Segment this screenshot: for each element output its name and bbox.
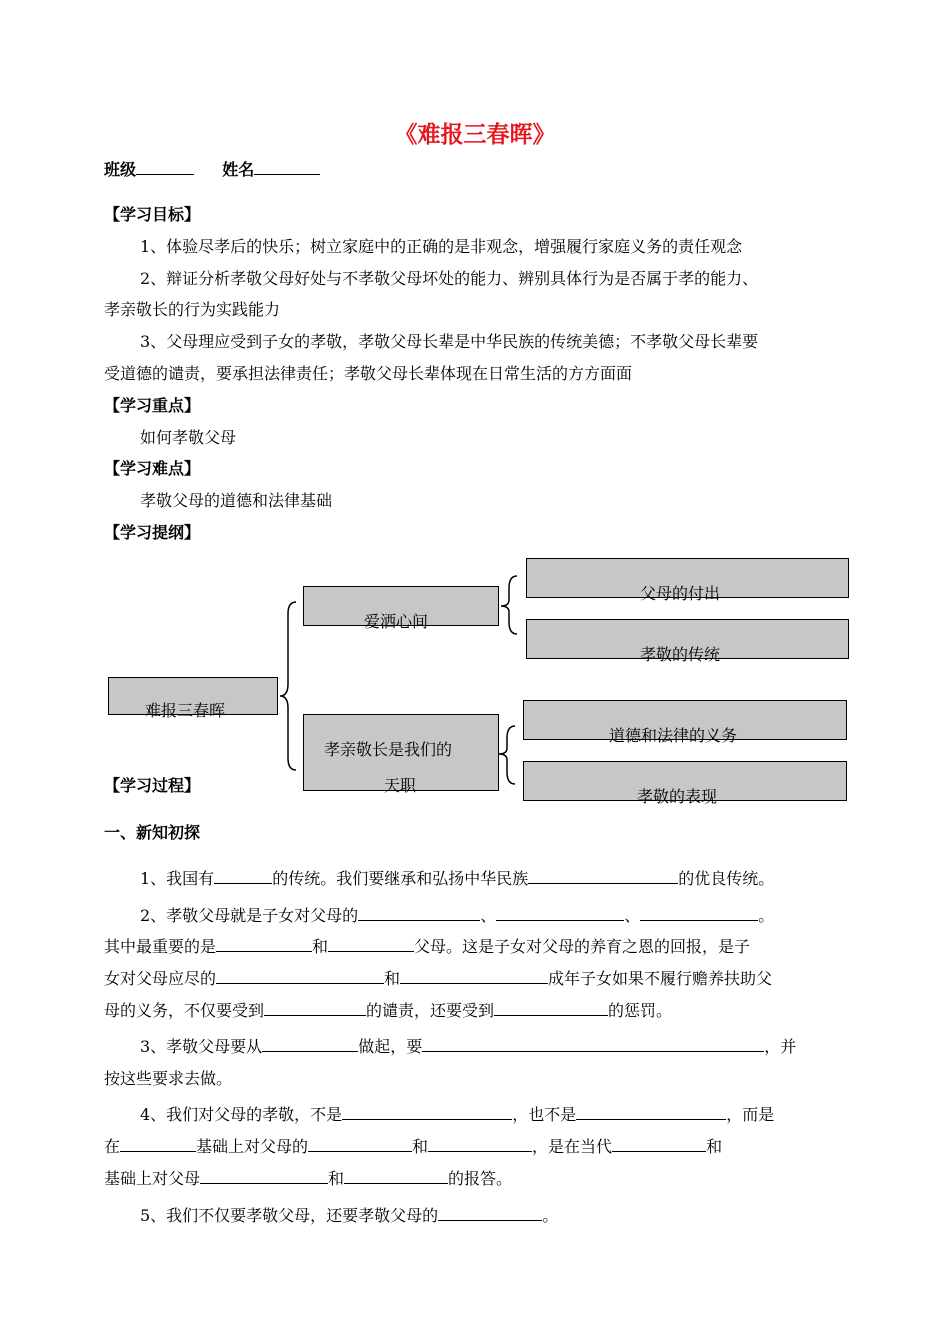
q4-text-f: 和: [412, 1137, 429, 1156]
question-3-line-1: [140, 1034, 796, 1057]
q4-text-g: ，是在当代: [532, 1137, 613, 1156]
q2-blank-1[interactable]: [358, 906, 480, 921]
outline-root-label: 难报三春晖: [145, 701, 226, 720]
outline-leaf-3-box: [523, 700, 847, 745]
q2-text-f: 和: [384, 969, 401, 988]
brace-branch-2: [499, 726, 515, 784]
q4-text-k: 的报答。: [448, 1169, 513, 1188]
q1-blank-1[interactable]: [214, 869, 272, 884]
key-point-text: 如何孝敬父母: [140, 428, 237, 447]
name-blank[interactable]: [254, 160, 320, 175]
q4-blank-6[interactable]: [612, 1137, 706, 1152]
q4-blank-5[interactable]: [428, 1137, 532, 1152]
q4-text-c: ，而是: [726, 1105, 775, 1124]
q2-blank-7[interactable]: [400, 969, 548, 984]
q2-text-h: 母的义务，不仅要受到: [104, 1001, 265, 1020]
q3-text-c: ，并: [764, 1037, 797, 1056]
q4-text-e: 基础上对父母的: [196, 1137, 309, 1156]
q2-text-c: 和: [312, 937, 329, 956]
objective-1: 1、体验尽孝后的快乐；树立家庭中的正确的是非观念，增强履行家庭义务的责任观念: [140, 237, 743, 256]
q2-text-b: 其中最重要的是: [104, 937, 217, 956]
class-name-line: [104, 157, 320, 180]
brace-branch-1: [501, 576, 517, 634]
q5-blank-1[interactable]: [438, 1206, 542, 1221]
q2-text-j: 的惩罚。: [608, 1001, 673, 1020]
name-label: 姓名: [222, 160, 255, 179]
q2-blank-6[interactable]: [216, 969, 384, 984]
question-4-line-3: [104, 1166, 512, 1189]
process-heading: 【学习过程】: [104, 776, 201, 795]
question-2-line-1: [140, 903, 774, 926]
question-2-line-2: [104, 934, 750, 957]
outline-leaf-1-box: [526, 558, 849, 603]
q4-text-d: 在: [104, 1137, 121, 1156]
q5-text-a: 5、我们不仅要孝敬父母，还要孝敬父母的: [140, 1206, 439, 1225]
q4-blank-3[interactable]: [120, 1137, 196, 1152]
objective-3a: 3、父母理应受到子女的孝敬，孝敬父母长辈是中华民族的传统美德；不孝敬父母长辈要: [140, 332, 759, 351]
q2-blank-5[interactable]: [328, 937, 414, 952]
q3-text-a: 3、孝敬父母要从: [140, 1037, 263, 1056]
outline-leaf-4-box: [523, 761, 847, 806]
question-2-line-3: [104, 966, 772, 989]
q2-blank-3[interactable]: [640, 906, 758, 921]
q2-text-d: 父母。这是子女对父母的养育之恩的回报，是子: [414, 937, 751, 956]
q2-blank-8[interactable]: [264, 1001, 366, 1016]
outline-heading: 【学习提纲】: [104, 523, 201, 542]
outline-leaf-3-label: 道德和法律的义务: [609, 726, 738, 745]
q4-text-j: 和: [328, 1169, 345, 1188]
section-1-heading: 一、新知初探: [104, 823, 201, 842]
page-title: 《难报三春晖》: [394, 121, 556, 148]
question-1: [140, 866, 774, 889]
q4-text-i: 基础上对父母: [104, 1169, 201, 1188]
q2-sep-2: 、: [624, 906, 641, 925]
q3-blank-1[interactable]: [262, 1037, 358, 1052]
q4-text-a: 4、我们对父母的孝敬，不是: [140, 1105, 343, 1124]
q2-text-e: 女对父母应尽的: [104, 969, 217, 988]
q4-blank-1[interactable]: [342, 1105, 512, 1120]
outline-branch-2-label-a: 孝亲敬长是我们的: [324, 740, 453, 759]
q2-end-1: 。: [758, 906, 775, 925]
outline-root-box: [108, 677, 278, 720]
class-label: 班级: [104, 160, 137, 179]
q4-blank-7[interactable]: [200, 1169, 328, 1184]
q4-blank-2[interactable]: [576, 1105, 726, 1120]
q3-text-b: 做起，要: [358, 1037, 423, 1056]
brace-root: [280, 602, 296, 770]
question-4-line-1: [140, 1102, 774, 1125]
q1-text-c: 的优良传统。: [678, 869, 775, 888]
q2-text-g: 成年子女如果不履行赡养扶助父: [548, 969, 773, 988]
q1-text-b: 的传统。我们要继承和弘扬中华民族: [272, 869, 529, 888]
q3-blank-2[interactable]: [422, 1037, 764, 1052]
outline-leaf-2-label: 孝敬的传统: [640, 645, 721, 664]
objective-2b: 孝亲敬长的行为实践能力: [104, 300, 281, 319]
outline-leaf-1-label: 父母的付出: [640, 584, 721, 603]
q5-text-b: 。: [542, 1206, 559, 1225]
key-point-heading: 【学习重点】: [104, 396, 201, 415]
q2-text-i: 的谴责，还要受到: [366, 1001, 495, 1020]
outline-leaf-4-label: 孝敬的表现: [637, 787, 718, 806]
question-4-line-2: [104, 1134, 722, 1157]
outline-branch-1-label: 爱洒心间: [364, 612, 429, 631]
q2-blank-2[interactable]: [496, 906, 624, 921]
q1-text-a: 1、我国有: [140, 869, 215, 888]
q4-blank-8[interactable]: [344, 1169, 448, 1184]
outline-branch-2-label-b: 天职: [384, 776, 417, 795]
q2-text-a: 2、孝敬父母就是子女对父母的: [140, 906, 359, 925]
difficulty-text: 孝敬父母的道德和法律基础: [140, 491, 333, 510]
question-5: [140, 1203, 558, 1226]
question-3-line-2: 按这些要求去做。: [104, 1069, 233, 1088]
outline-branch-2-box: [303, 714, 499, 795]
outline-branch-1-box: [303, 586, 499, 631]
q2-sep-1: 、: [480, 906, 497, 925]
q4-text-h: 和: [706, 1137, 723, 1156]
outline-leaf-2-box: [526, 619, 849, 664]
difficulty-heading: 【学习难点】: [104, 459, 201, 478]
class-blank[interactable]: [136, 160, 194, 175]
objectives-heading: 【学习目标】: [104, 205, 201, 224]
q4-blank-4[interactable]: [308, 1137, 412, 1152]
objective-3b: 受道德的谴责，要承担法律责任；孝敬父母长辈体现在日常生活的方方面面: [104, 364, 633, 383]
q1-blank-2[interactable]: [528, 869, 678, 884]
q2-blank-4[interactable]: [216, 937, 312, 952]
q2-blank-9[interactable]: [494, 1001, 608, 1016]
objective-2a: 2、辩证分析孝敬父母好处与不孝敬父母坏处的能力、辨别具体行为是否属于孝的能力、: [140, 269, 759, 288]
q4-text-b: ，也不是: [512, 1105, 577, 1124]
question-2-line-4: [104, 998, 672, 1021]
